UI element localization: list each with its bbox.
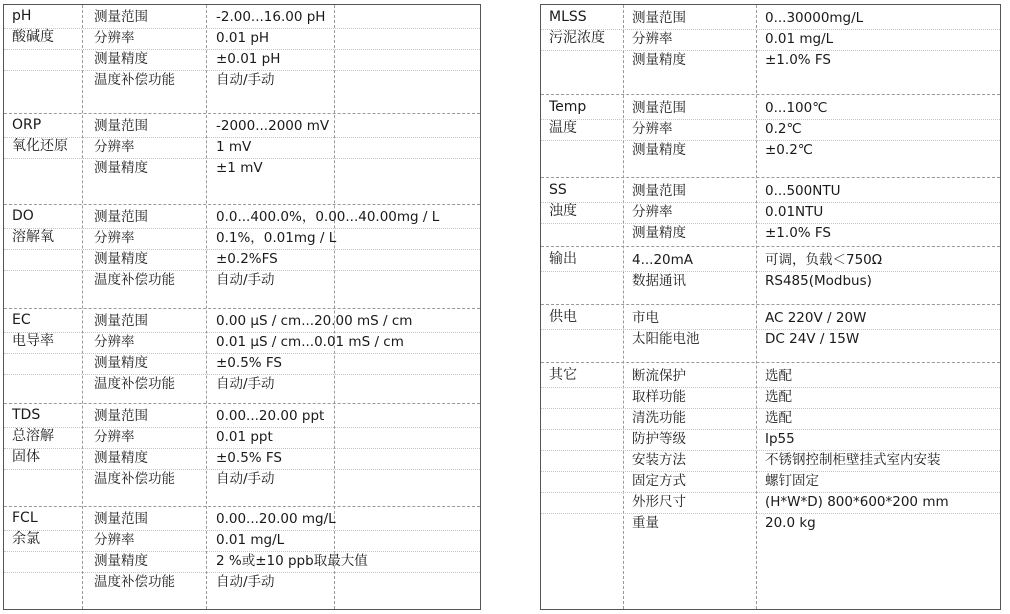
spec-row [4, 228, 480, 250]
parameter-name-line: pH [12, 8, 32, 24]
spec-row [4, 28, 480, 50]
spec-value: 0.01 mg/L [216, 532, 285, 548]
spec-value: Ip55 [765, 431, 795, 447]
spec-row [4, 70, 480, 91]
spec-row [541, 50, 1000, 71]
spec-value: 自动/手动 [216, 574, 275, 590]
parameter-name-line: ORP [12, 117, 42, 133]
spec-row [4, 49, 480, 71]
parameter-name-line: DO [12, 208, 34, 224]
spec-value: 不锈钢控制柜壁挂式室内安装 [765, 452, 941, 468]
spec-label: 测量精度 [632, 142, 686, 158]
spec-row [4, 116, 480, 138]
spec-group [541, 304, 1000, 347]
spec-row [541, 408, 1000, 430]
parameter-name-line: 酸碱度 [12, 29, 54, 45]
parameter-name-line: Temp [549, 99, 587, 115]
spec-value: 自动/手动 [216, 471, 275, 487]
spec-row [4, 249, 480, 271]
spec-row [541, 471, 1000, 493]
spec-row [541, 308, 1000, 330]
parameter-name-line: 污泥浓度 [549, 30, 605, 46]
spec-row [541, 366, 1000, 388]
spec-value: 0.01 pH [216, 30, 270, 46]
spec-label: 清洗功能 [632, 410, 686, 426]
parameter-name-line: 电导率 [12, 333, 54, 349]
spec-value: 0.0...400.0%，0.00...40.00mg / L [216, 209, 440, 225]
spec-label: 温度补偿功能 [94, 376, 175, 392]
parameter-name-line: MLSS [549, 9, 587, 25]
spec-group [4, 204, 480, 288]
spec-label: 测量精度 [94, 553, 148, 569]
spec-label: 测量精度 [632, 52, 686, 68]
spec-value: ±0.01 pH [216, 51, 281, 67]
parameter-name-line: 余氯 [12, 531, 40, 547]
spec-label: 太阳能电池 [632, 331, 700, 347]
spec-label: 重量 [632, 515, 659, 531]
spec-row [541, 450, 1000, 472]
spec-value: 自动/手动 [216, 376, 275, 392]
spec-label: 分辨率 [94, 139, 135, 155]
spec-label: 4...20mA [632, 252, 694, 268]
spec-value: AC 220V / 20W [765, 310, 867, 326]
spec-value: ±0.2%FS [216, 251, 278, 267]
spec-label: 安装方法 [632, 452, 686, 468]
parameter-name-line: EC [12, 312, 31, 328]
spec-row [4, 448, 480, 470]
spec-group [4, 113, 480, 176]
spec-value: 自动/手动 [216, 272, 275, 288]
parameter-name-line: FCL [12, 510, 38, 526]
spec-row [541, 429, 1000, 451]
spec-label: 测量范围 [94, 511, 148, 527]
spec-group [4, 308, 480, 392]
parameter-name-line: 固体 [12, 449, 40, 465]
spec-group [4, 403, 480, 487]
spec-row [541, 202, 1000, 224]
spec-row [541, 8, 1000, 30]
parameter-name-line: TDS [12, 407, 41, 423]
spec-value: 0.00...20.00 ppt [216, 408, 325, 424]
parameter-name-line: 氧化还原 [12, 138, 68, 154]
spec-row [4, 530, 480, 552]
spec-value: ±1.0% FS [765, 52, 831, 68]
spec-row [541, 223, 1000, 244]
spec-value: DC 24V / 15W [765, 331, 860, 347]
parameter-name-line: 总溶解 [12, 428, 54, 444]
spec-group [541, 177, 1000, 241]
spec-value: 0...30000mg/L [765, 10, 864, 26]
spec-row [4, 551, 480, 573]
spec-label: 断流保护 [632, 368, 686, 384]
spec-value: 2 %或±10 ppb取最大值 [216, 553, 368, 569]
spec-value: 0.01NTU [765, 204, 824, 220]
spec-row [541, 181, 1000, 203]
spec-label: 市电 [632, 310, 659, 326]
spec-row [541, 387, 1000, 409]
spec-row [4, 270, 480, 291]
spec-row [4, 311, 480, 333]
spec-label: 分辨率 [94, 334, 135, 350]
spec-row [4, 158, 480, 179]
spec-value: -2000...2000 mV [216, 118, 330, 134]
spec-label: 温度补偿功能 [94, 471, 175, 487]
parameter-name-line: SS [549, 182, 567, 198]
parameter-name-line: 其它 [549, 367, 577, 383]
spec-row [4, 137, 480, 159]
spec-value: ±0.5% FS [216, 355, 282, 371]
spec-table-right [540, 4, 1001, 610]
spec-value: 0.01 ppt [216, 429, 273, 445]
spec-label: 外形尺寸 [632, 494, 686, 510]
parameter-name-line: 浊度 [549, 203, 577, 219]
spec-row [4, 406, 480, 428]
spec-label: 测量范围 [94, 118, 148, 134]
spec-label: 温度补偿功能 [94, 72, 175, 88]
spec-value: 0.00 μS / cm...20.00 mS / cm [216, 313, 413, 329]
spec-row [541, 329, 1000, 350]
spec-label: 数据通讯 [632, 273, 686, 289]
parameter-name-line: 供电 [549, 309, 577, 325]
spec-row [4, 332, 480, 354]
spec-value: 0.1%，0.01mg / L [216, 230, 337, 246]
spec-value: ±0.2℃ [765, 142, 813, 158]
spec-label: 测量精度 [94, 160, 148, 176]
spec-label: 测量范围 [632, 183, 686, 199]
spec-group [541, 246, 1000, 289]
spec-label: 温度补偿功能 [94, 574, 175, 590]
spec-label: 防护等级 [632, 431, 686, 447]
spec-label: 分辨率 [632, 204, 673, 220]
spec-label: 测量范围 [94, 9, 148, 25]
spec-label: 测量范围 [632, 100, 686, 116]
spec-value: (H*W*D) 800*600*200 mm [765, 494, 949, 510]
spec-row [541, 119, 1000, 141]
spec-row [541, 250, 1000, 272]
spec-row [4, 207, 480, 229]
spec-row [541, 98, 1000, 120]
spec-value: 选配 [765, 410, 792, 426]
spec-row [4, 572, 480, 593]
spec-row [4, 509, 480, 531]
spec-row [541, 513, 1000, 534]
spec-group [541, 362, 1000, 531]
spec-row [541, 492, 1000, 514]
spec-value: ±1.0% FS [765, 225, 831, 241]
spec-row [4, 427, 480, 449]
spec-label: 分辨率 [632, 31, 673, 47]
spec-table-left [3, 4, 481, 610]
spec-group [4, 506, 480, 590]
parameter-name-line: 溶解氧 [12, 229, 54, 245]
spec-row [541, 271, 1000, 292]
spec-value: ±0.5% FS [216, 450, 282, 466]
spec-value: 选配 [765, 389, 792, 405]
spec-label: 测量精度 [94, 450, 148, 466]
spec-label: 分辨率 [94, 532, 135, 548]
spec-label: 分辨率 [94, 230, 135, 246]
spec-label: 取样功能 [632, 389, 686, 405]
spec-value: 0...100℃ [765, 100, 828, 116]
spec-value: 20.0 kg [765, 515, 816, 531]
spec-value: 可调，负载＜750Ω [765, 252, 883, 268]
spec-value: 自动/手动 [216, 72, 275, 88]
spec-label: 测量范围 [94, 209, 148, 225]
spec-label: 测量精度 [94, 51, 148, 67]
spec-label: 测量范围 [94, 408, 148, 424]
spec-row [4, 374, 480, 395]
spec-value: 0.2℃ [765, 121, 802, 137]
spec-label: 固定方式 [632, 473, 686, 489]
spec-label: 温度补偿功能 [94, 272, 175, 288]
spec-value: 选配 [765, 368, 792, 384]
spec-label: 分辨率 [94, 429, 135, 445]
spec-row [541, 29, 1000, 51]
spec-value: 0...500NTU [765, 183, 841, 199]
spec-value: -2.00...16.00 pH [216, 9, 326, 25]
spec-group [541, 94, 1000, 158]
spec-label: 测量精度 [94, 251, 148, 267]
spec-value: 1 mV [216, 139, 252, 155]
spec-label: 测量精度 [94, 355, 148, 371]
spec-value: 0.01 mg/L [765, 31, 834, 47]
spec-row [4, 7, 480, 29]
spec-value: 0.01 μS / cm...0.01 mS / cm [216, 334, 404, 350]
spec-label: 分辨率 [94, 30, 135, 46]
parameter-name-line: 输出 [549, 251, 577, 267]
parameter-name-line: 温度 [549, 120, 577, 136]
spec-value: 0.00...20.00 mg/L [216, 511, 336, 527]
spec-label: 分辨率 [632, 121, 673, 137]
spec-value: RS485(Modbus) [765, 273, 872, 289]
spec-row [4, 353, 480, 375]
spec-value: ±1 mV [216, 160, 263, 176]
spec-label: 测量精度 [632, 225, 686, 241]
spec-row [541, 140, 1000, 161]
spec-label: 测量范围 [632, 10, 686, 26]
spec-row [4, 469, 480, 490]
spec-label: 测量范围 [94, 313, 148, 329]
spec-value: 螺钉固定 [765, 473, 819, 489]
